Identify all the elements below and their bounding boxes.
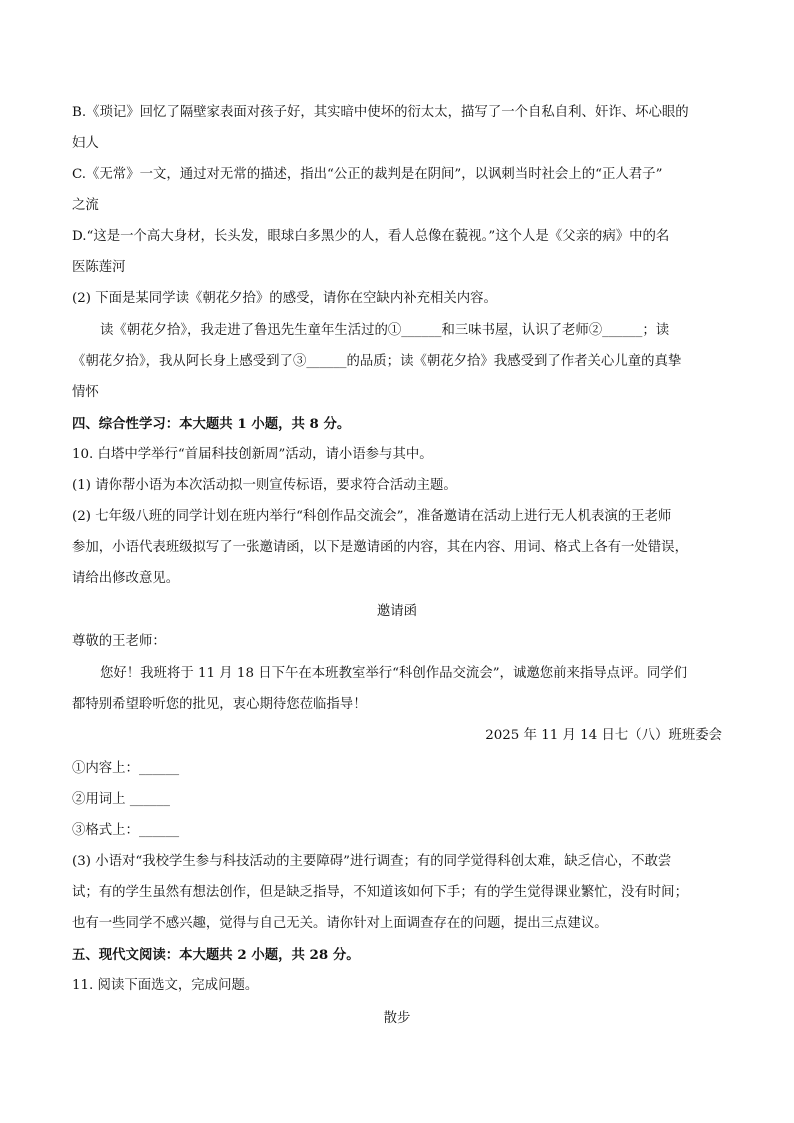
question-9-2: (2) 下面是某同学读《朝花夕拾》的感受，请你在空缺内补充相关内容。 bbox=[72, 291, 497, 306]
option-d-line-2: 医陈莲河 bbox=[72, 260, 126, 275]
essay-title: 散步 bbox=[383, 1011, 411, 1026]
section-4-heading: 四、综合性学习：本大题共 1 小题，共 8 分。 bbox=[72, 416, 351, 432]
question-10-3-line-3: 也有一些同学不感兴趣，觉得与自己无关。请你针对上面调查存在的问题，提出三点建议。 bbox=[72, 916, 608, 931]
fill-blank-line-2: 《朝花夕拾》，我从阿长身上感受到了③______的品质；读《朝花夕拾》我感受到了作者关心儿童的真挚 bbox=[72, 354, 682, 369]
question-10-2-line-1: (2) 七年级八班的同学计划在班内举行“科创作品交流会”，准备邀请在活动上进行无人机表演的王老师 bbox=[72, 509, 672, 524]
invitation-salutation: 尊敬的王老师： bbox=[72, 634, 166, 649]
answer-content: ①内容上：______ bbox=[72, 761, 180, 776]
option-c-line-2: 之流 bbox=[72, 198, 99, 213]
question-10-1: (1) 请你帮小语为本次活动拟一则宣传标语，要求符合活动主题。 bbox=[72, 478, 457, 493]
question-11: 11. 阅读下面选文，完成问题。 bbox=[72, 978, 259, 993]
question-10-3-line-2: 试；有的学生虽然有想法创作，但是缺乏指导，不知道该如何下手；有的学生觉得课业繁忙，没有时间； bbox=[72, 885, 688, 900]
question-10-2-line-3: 请给出修改意见。 bbox=[72, 571, 180, 586]
question-10: 10. 白塔中学举行“首届科技创新周”活动，请小语参与其中。 bbox=[72, 447, 433, 462]
invitation-body-line-1: 您好！我班将于 11 月 18 日下午在本班教室举行“科创作品交流会”，诚邀您前来指导点评。同学们 bbox=[100, 666, 688, 681]
option-b-line-1: B.《琐记》回忆了隔壁家表面对孩子好，其实暗中使坏的衍太太，描写了一个自私自利、奸诈、坏心眼的 bbox=[72, 105, 689, 120]
section-5-heading: 五、现代文阅读：本大题共 2 小题，共 28 分。 bbox=[72, 947, 360, 963]
invitation-body-line-2: 都特别希望聆听您的批见，衷心期待您莅临指导！ bbox=[72, 697, 367, 712]
option-b-line-2: 妇人 bbox=[72, 136, 99, 151]
invitation-title: 邀请函 bbox=[376, 604, 418, 619]
answer-wording: ②用词上 ______ bbox=[72, 792, 170, 807]
option-c-line-1: C.《无常》一文，通过对无常的描述，指出“公正的裁判是在阴间”，以讽刺当时社会上的“正人君子” bbox=[72, 167, 663, 182]
invitation-signature: 2025 年 11 月 14 日七（八）班班委会 bbox=[485, 728, 722, 743]
fill-blank-line-3: 情怀 bbox=[72, 385, 99, 400]
answer-format: ③格式上：______ bbox=[72, 823, 180, 838]
question-10-3-line-1: (3) 小语对“我校学生参与科技活动的主要障碍”进行调查；有的同学觉得科创太难，缺乏信心，不敢尝 bbox=[72, 854, 672, 869]
option-d-line-1: D.“这是一个高大身材，长头发，眼球白多黑少的人，看人总像在藐视。”这个人是《父亲的病》中的名 bbox=[72, 229, 670, 244]
fill-blank-line-1: 读《朝花夕拾》，我走进了鲁迅先生童年生活过的①______和三味书屋，认识了老师②______；读 bbox=[100, 323, 670, 338]
question-10-2-line-2: 参加，小语代表班级拟写了一张邀请函，以下是邀请函的内容，其在内容、用词、格式上各有一处错误， bbox=[72, 540, 688, 555]
